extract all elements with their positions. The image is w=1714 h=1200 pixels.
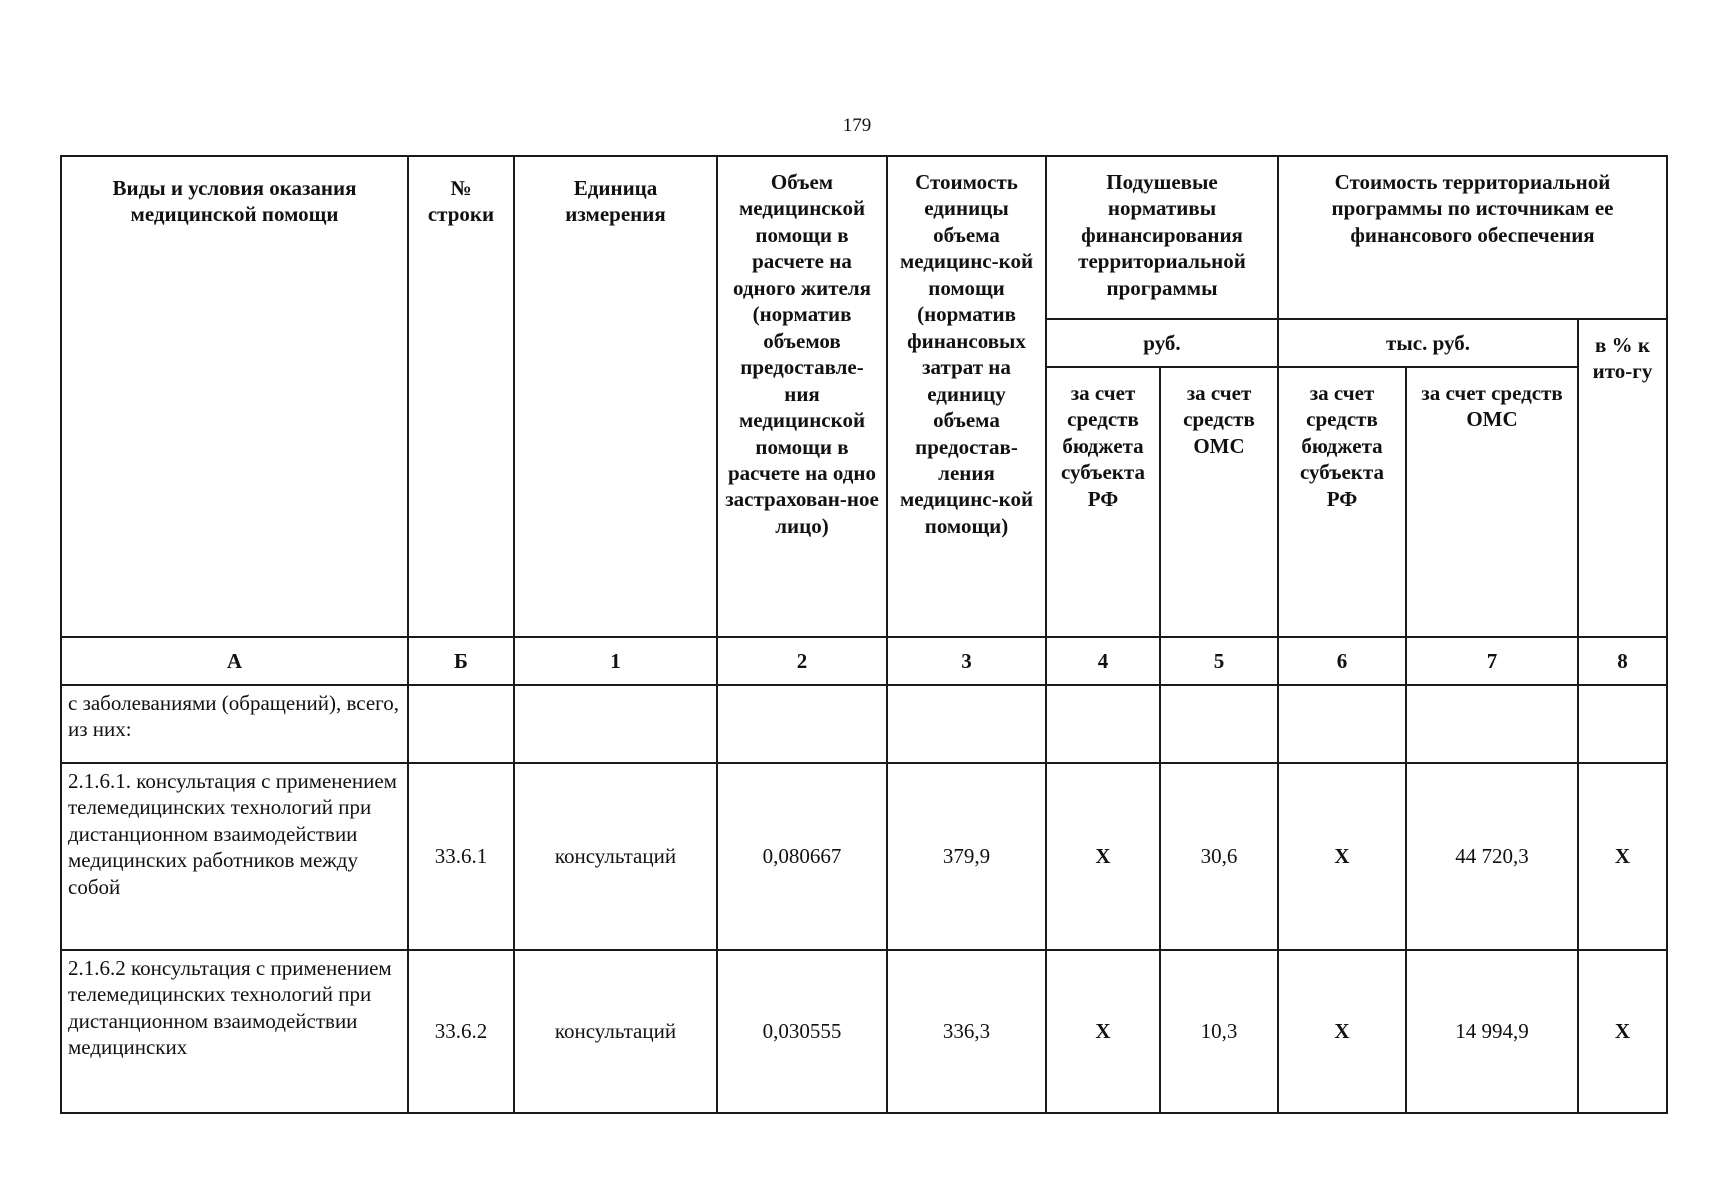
row-number: 33.6.2 bbox=[408, 950, 514, 1113]
row-description: 2.1.6.1. консультация с применением телемедицинских технологий при дистанционном взаимодействии медицинских работников между собой bbox=[61, 763, 408, 950]
table-row bbox=[61, 685, 1667, 763]
row-unit: консультаций bbox=[514, 950, 717, 1113]
row-pc-budget: X bbox=[1046, 763, 1160, 950]
table-row bbox=[61, 763, 1667, 950]
row-unit: консультаций bbox=[514, 763, 717, 950]
col-index: 5 bbox=[1160, 637, 1278, 685]
col-index: 4 bbox=[1046, 637, 1160, 685]
header-col-3: Стоимость единицы объема медицинс-кой помощи (норматив финансовых затрат на единицу объема предостав-ления медицинс-кой помощи) bbox=[887, 156, 1046, 637]
row-unit bbox=[514, 685, 717, 763]
header-col-7: за счет средств ОМС bbox=[1406, 367, 1578, 637]
row-pc-oms: 30,6 bbox=[1160, 763, 1278, 950]
row-cost-budget: X bbox=[1278, 950, 1406, 1113]
header-col-a: Виды и условия оказания медицинской помощи bbox=[61, 156, 408, 637]
table-row bbox=[61, 950, 1667, 1113]
row-unit-cost bbox=[887, 685, 1046, 763]
header-col-b: № строки bbox=[408, 156, 514, 637]
row-pc-oms: 10,3 bbox=[1160, 950, 1278, 1113]
row-unit-cost: 379,9 bbox=[887, 763, 1046, 950]
row-cost-budget bbox=[1278, 685, 1406, 763]
row-number: 33.6.1 bbox=[408, 763, 514, 950]
header-group-cost: Стоимость территориальной программы по источникам ее финансового обеспечения bbox=[1278, 156, 1667, 319]
row-cost-oms bbox=[1406, 685, 1578, 763]
header-col-2: Объем медицинской помощи в расчете на одного жителя (норматив объемов предоставле-ния медицинской помощи в расчете на одно застрахован-ное лицо) bbox=[717, 156, 887, 637]
row-volume bbox=[717, 685, 887, 763]
row-pct: X bbox=[1578, 950, 1667, 1113]
header-col-8: в % к ито-гу bbox=[1578, 319, 1667, 637]
financial-table bbox=[60, 155, 1668, 1114]
header-col-5: за счет средств ОМС bbox=[1160, 367, 1278, 637]
row-pc-budget: X bbox=[1046, 950, 1160, 1113]
row-cost-oms: 44 720,3 bbox=[1406, 763, 1578, 950]
header-row-top bbox=[61, 156, 1667, 319]
header-unit-rub: руб. bbox=[1046, 319, 1278, 367]
col-index: 7 bbox=[1406, 637, 1578, 685]
row-unit-cost: 336,3 bbox=[887, 950, 1046, 1113]
col-index: Б bbox=[408, 637, 514, 685]
col-index: А bbox=[61, 637, 408, 685]
header-col-1: Единица измерения bbox=[514, 156, 717, 637]
row-cost-oms: 14 994,9 bbox=[1406, 950, 1578, 1113]
col-index: 8 bbox=[1578, 637, 1667, 685]
col-index: 6 bbox=[1278, 637, 1406, 685]
header-unit-thousand-rub: тыс. руб. bbox=[1278, 319, 1578, 367]
col-index: 2 bbox=[717, 637, 887, 685]
row-description: с заболеваниями (обращений), всего, из них: bbox=[61, 685, 408, 763]
column-index-row bbox=[61, 637, 1667, 685]
header-col-4: за счет средств бюджета субъекта РФ bbox=[1046, 367, 1160, 637]
row-volume: 0,030555 bbox=[717, 950, 887, 1113]
row-description: 2.1.6.2 консультация с применением телемедицинских технологий при дистанционном взаимодействии медицинских bbox=[61, 950, 408, 1113]
row-pct bbox=[1578, 685, 1667, 763]
row-volume: 0,080667 bbox=[717, 763, 887, 950]
row-cost-budget: X bbox=[1278, 763, 1406, 950]
col-index: 1 bbox=[514, 637, 717, 685]
col-index: 3 bbox=[887, 637, 1046, 685]
row-pc-budget bbox=[1046, 685, 1160, 763]
row-pct: X bbox=[1578, 763, 1667, 950]
page-number: 179 bbox=[842, 115, 872, 136]
header-col-6: за счет средств бюджета субъекта РФ bbox=[1278, 367, 1406, 637]
row-number bbox=[408, 685, 514, 763]
header-group-per-capita: Подушевые нормативы финансирования территориальной программы bbox=[1046, 156, 1278, 319]
row-pc-oms bbox=[1160, 685, 1278, 763]
